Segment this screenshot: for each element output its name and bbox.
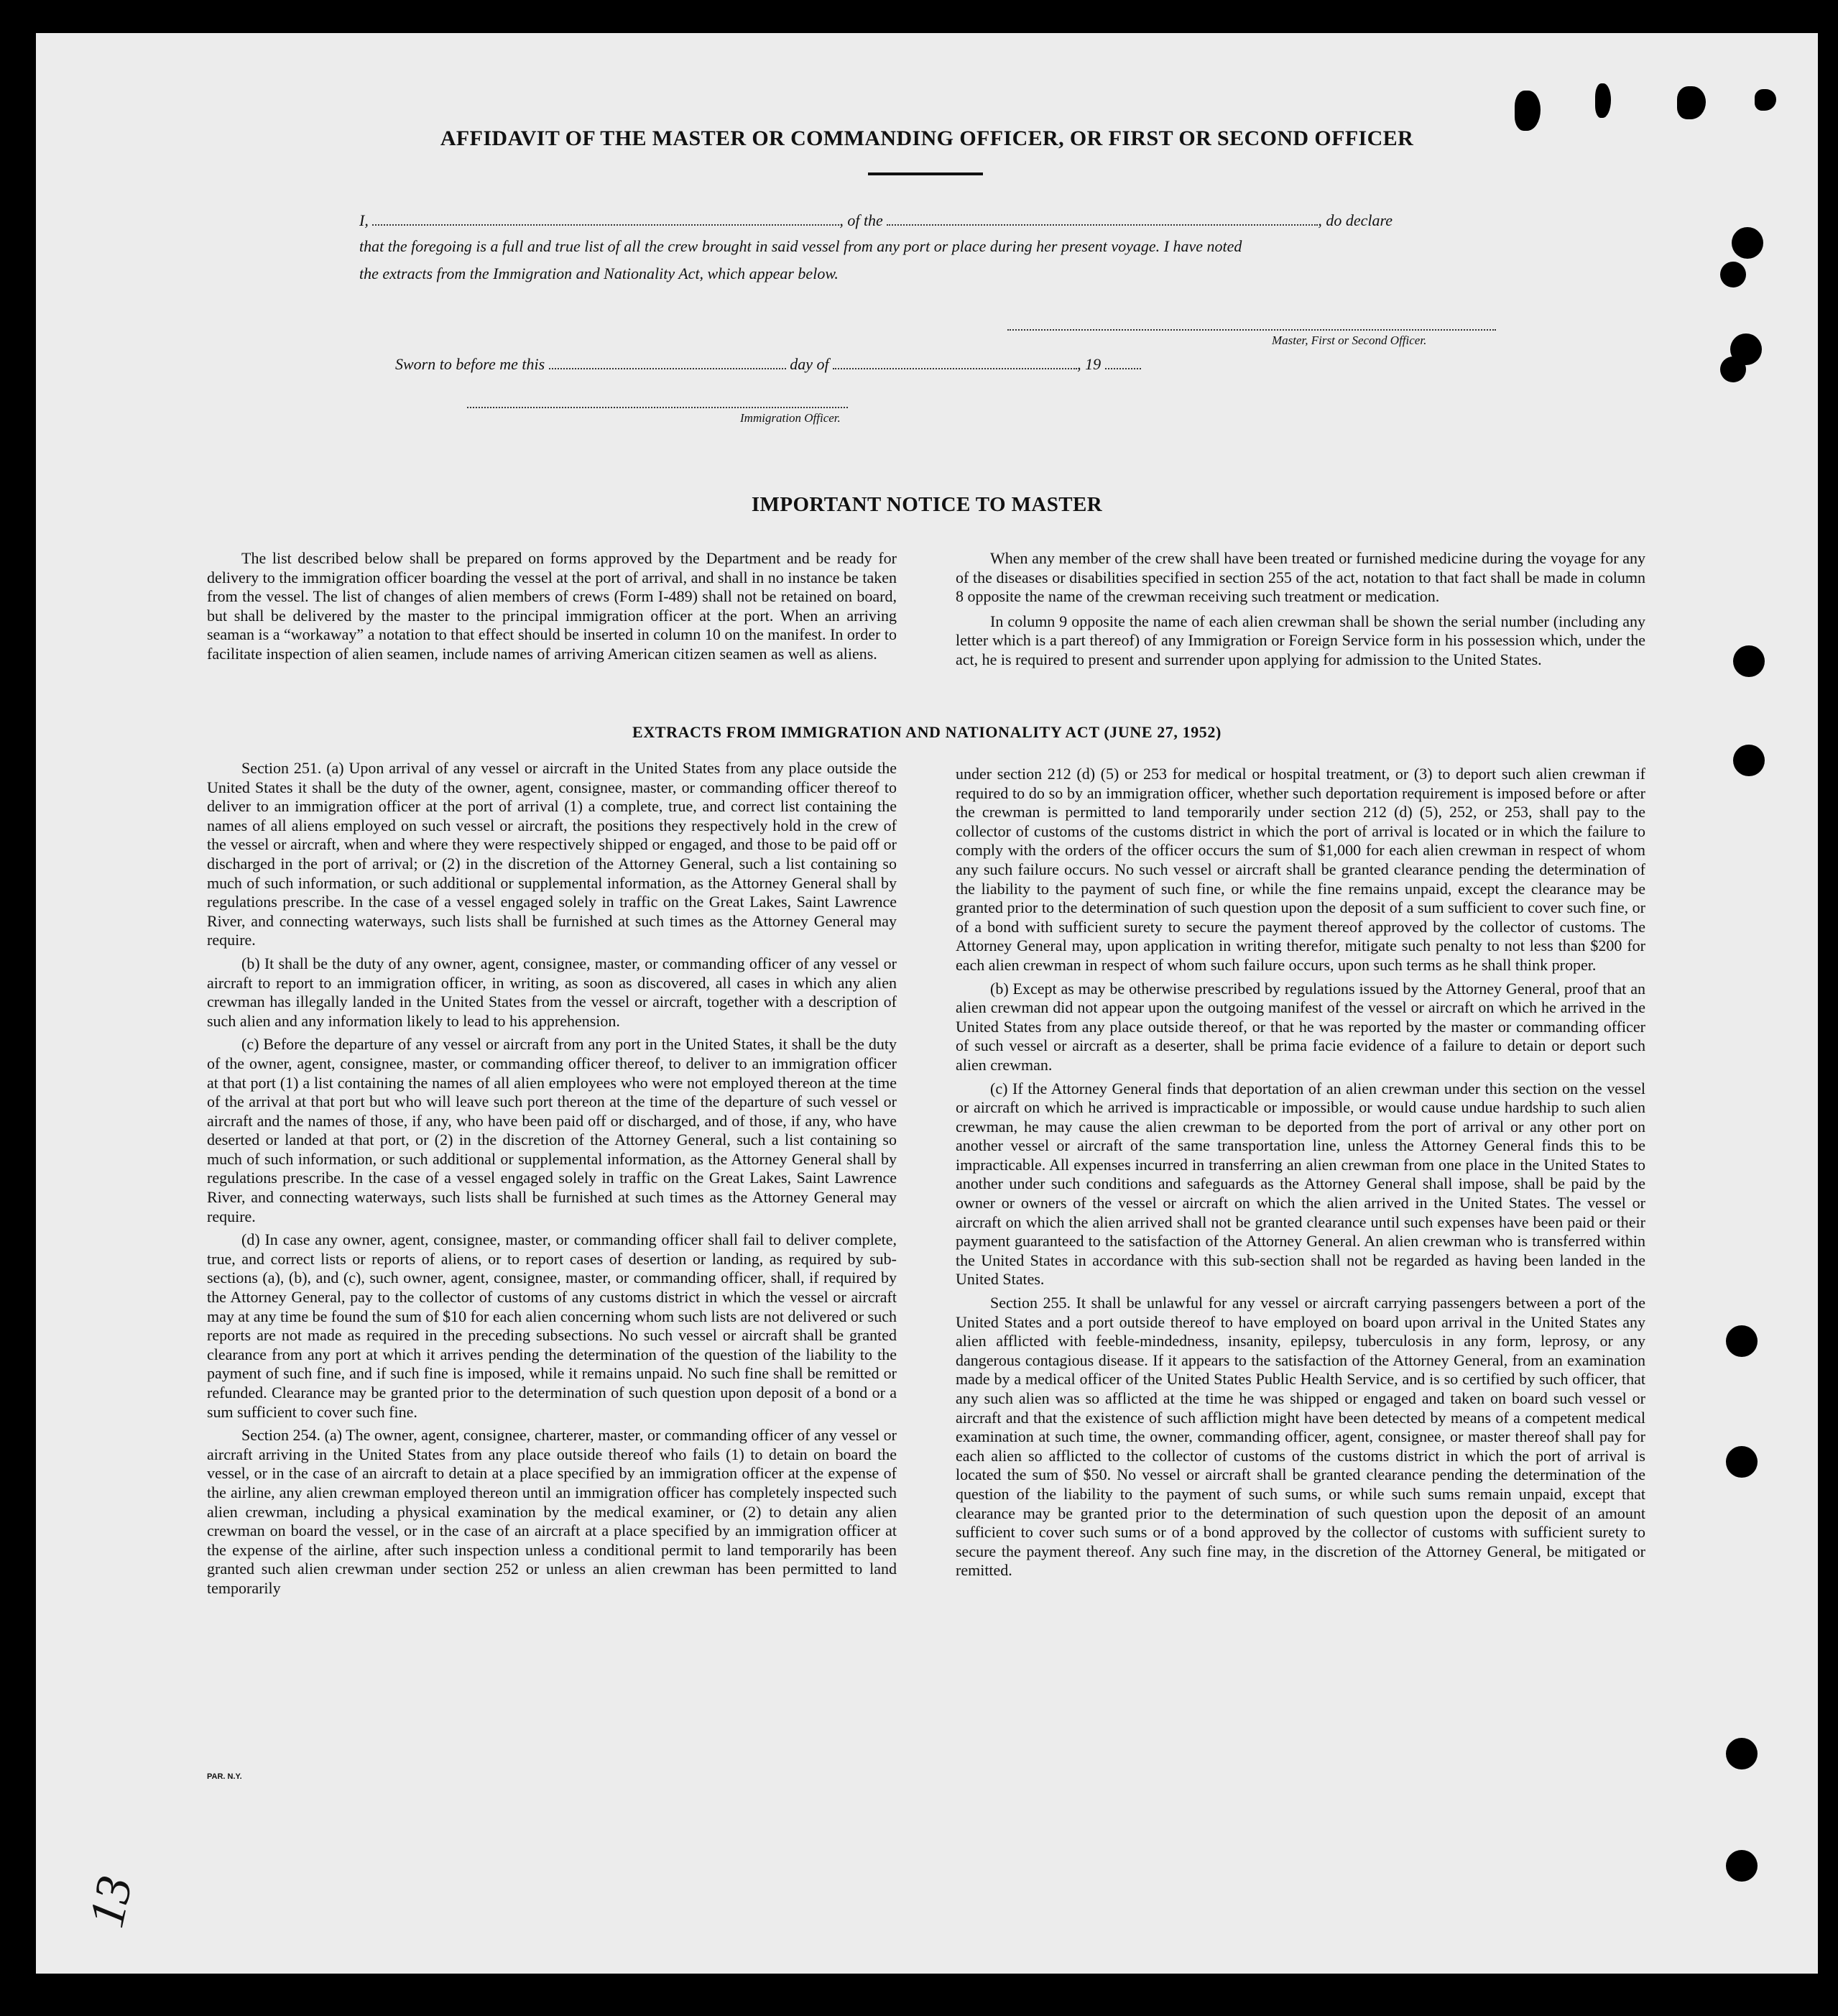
extract-paragraph: Section 251. (a) Upon arrival of any vessel or aircraft in the United States from any place outside the United States it shall be the duty of the owner, agent, consignee, master, or commanding officer thereof to deliver to an immigration officer at the port of arrival (1) a complete, true, and correct list containing the names of all aliens employed on such vessel or aircraft, the positions they respectively hold in the crew of the vessel or aircraft, when and where they were respectively shipped or engaged, and those to be paid off or discharged in the port of arrival; or (2) in the discretion of the Attorney General, such a list containing so much of such information, or such additional or supplemental information, as the Attorney General shall by regulations prescribe. In the case of a vessel engaged solely in traffic on the Great Lakes, Saint Lawrence River, and connecting waterways, such lists shall be furnished at such times as the Attorney General may require. (207, 759, 897, 949)
handwritten-page-number: 13 (78, 1871, 144, 1933)
extract-paragraph: Section 255. It shall be unlawful for any vessel or aircraft carrying passengers between a port of the United States and a port outside thereof to have employed on board upon arrival in the United States any alien afflicted with feeble-mindedness, insanity, epilepsy, tuberculosis in any form, leprosy, or any dangerous contagious disease. If it appears to the satisfaction of the Attorney General, from an examination made by a medical officer of the United States Public Health Service, and is so certified by such officer, that any such alien was so afflicted at the time he was shipped or engaged and taken on board such vessel or aircraft and that the existence of such affliction might have been detected by means of a competent medical examination at such time, the owner, commanding officer, agent, consignee, or master thereof shall pay for each alien so afflicted to the collector of customs of the customs district in which the port of arrival is located the sum of $50. No vessel or aircraft shall be granted clearance pending the determination of the question of the liability to the payment of such sums, or while such sums remain unpaid, except that clearance may be granted prior to the determination of such question upon the deposit of an amount sufficient to cover such sums or of a bond approved by the collector of customs with sufficient surety to secure the payment thereof. Any such fine may, in the discretion of the Attorney General, be mitigated or remitted. (956, 1294, 1645, 1580)
extract-paragraph: (d) In case any owner, agent, consignee, master, or commanding officer shall fail to deliver complete, true, and correct lists or reports of aliens, or to report cases of desertion or landing, as required by sub-sections (a), (b), and (c), such owner, agent, consignee, master, or commanding officer, shall, if required by the Attorney General, pay to the collector of customs of any customs district in which the vessel or aircraft may at any time be found the sum of $10 for each alien concerning whom such lists are not delivered or such reports are not made as required in the preceding subsections. No such vessel or aircraft shall be granted clearance from any port at which it arrives pending the determination of the question of the liability to the payment of such fine, and if such fine is imposed, while it remains unpaid. No such fine shall be remitted or refunded. Clearance may be granted prior to the determination of such question upon deposit of a bond or a sum sufficient to cover such fine. (207, 1230, 897, 1421)
title-underline (868, 172, 983, 175)
sworn-month-field[interactable] (833, 354, 1077, 369)
affidavit-title: AFFIDAVIT OF THE MASTER OR COMMANDING OFFICER, OR FIRST OR SECOND OFFICER (440, 126, 1414, 150)
ink-blot (1755, 89, 1776, 111)
extract-paragraph: (b) It shall be the duty of any owner, agent, consignee, master, or commanding officer of any vessel or aircraft to report to an immigration officer, in writing, as soon as discovered, all cases in which any alien crewman has illegally landed in the United States from the vessel or aircraft, together with a description of such alien and any information likely to lead to his apprehension. (207, 954, 897, 1030)
binder-hole (1720, 356, 1746, 382)
binder-hole (1720, 262, 1746, 287)
notice-paragraph: In column 9 opposite the name of each alien crewman shall be shown the serial number (including any letter which is a part thereof) of any Immigration or Foreign Service form in his possession which, under the act, he is required to present and surrender upon applying for admission to the United States. (956, 612, 1645, 668)
ink-blot (1595, 83, 1611, 118)
printer-mark: PAR. N.Y. (207, 1772, 242, 1781)
declaration-line-1: I, , of the , do declare (359, 211, 1393, 229)
sworn-line: Sworn to before me this day of , 19 (395, 354, 1566, 374)
binder-hole (1726, 1738, 1758, 1769)
extract-paragraph: (b) Except as may be otherwise prescribed by regulations issued by the Attorney General, proof that an alien crewman did not appear upon the outgoing manifest of the vessel or aircraft on which he arrived in the United States from any place outside thereof, or that he was reported by the master or commanding officer of such vessel or aircraft as a deserter, shall be prima facie evidence of a failure to detain or deport such alien crewman. (956, 979, 1645, 1074)
master-signature-line[interactable] (1007, 329, 1496, 331)
extracts-right-column (956, 765, 1645, 1585)
notice-paragraph: The list described below shall be prepared on forms approved by the Department and be ready for delivery to the immigration officer boarding the vessel at the port of arrival, and shall in no instance be taken from the vessel. The list of changes of alien members of crews (Form I-489) shall not be retained on board, but shall be delivered by the master to the principal immigration officer at the port. When an arriving seaman is a “workaway” a notation to that effect should be inserted in column 10 on the manifest. In order to facilitate inspection of alien seamen, include names of arriving American citizen seamen as well as aliens. (207, 549, 897, 663)
sworn-year-field[interactable] (1105, 354, 1141, 369)
ink-blot (1515, 91, 1541, 131)
binder-hole (1726, 1850, 1758, 1882)
binder-hole (1733, 645, 1765, 677)
extract-paragraph: (c) If the Attorney General finds that deportation of an alien crewman under this section on the vessel or aircraft on which he arrived is impracticable or impossible, or would cause undue hardship to such alien crewman, he may cause the alien crewman to be deported from the port of arrival or any other port on another vessel or aircraft of the same transportation line, unless the Attorney General finds this to be impracticable. All expenses incurred in transferring an alien crewman from one place in the United States to another under such conditions and safeguards as the Attorney General shall impose, shall be paid by the owner or owners of the vessel or aircraft on which the alien arrived in the United States. The vessel or aircraft on which the alien arrived shall not be granted clearance until such expenses have been paid or their payment guaranteed to the satisfaction of the Attorney General. An alien crewman who is transferred within the United States in accordance with this sub-section shall not be regarded as having been landed in the United States. (956, 1079, 1645, 1289)
ink-blot (1677, 86, 1706, 119)
binder-hole (1726, 1325, 1758, 1357)
name-field[interactable] (372, 210, 839, 226)
notice-paragraph: When any member of the crew shall have been treated or furnished medicine during the voyage for any of the diseases or disabilities specified in section 255 of the act, notation to that fact shall be made in column 8 opposite the name of the crewman receiving such treatment or medication. (956, 549, 1645, 606)
vessel-field[interactable] (887, 210, 1318, 226)
extract-paragraph: (c) Before the departure of any vessel or aircraft from any port in the United States, it shall be the duty of the owner, agent, consignee, master, or commanding officer thereof, to deliver to an immigration officer at that port (1) a list containing the names of all alien employees who were not employed thereon at the time of the arrival at that port but who will leave such port thereon at the time of the departure of such vessel or aircraft and the names of those, if any, who have been paid off or discharged, and of those, if any, who have deserted or landed at that port, or (2) in the discretion of the Attorney General, such a list containing so much of such information, or such additional or supplemental information, as the Attorney General shall by regulations prescribe. In the case of a vessel engaged solely in traffic on the Great Lakes, Saint Lawrence River, and connecting waterways, such lists shall be furnished at such times as the Attorney General may require. (207, 1035, 897, 1225)
notice-left-column (207, 549, 897, 668)
extracts-title: EXTRACTS FROM IMMIGRATION AND NATIONALITY ACT (JUNE 27, 1952) (632, 723, 1222, 741)
notice-title: IMPORTANT NOTICE TO MASTER (751, 493, 1103, 516)
declaration-line-3: the extracts from the Immigration and Nationality Act, which appear below. (359, 264, 839, 282)
extract-paragraph: under section 212 (d) (5) or 253 for medical or hospital treatment, or (3) to deport such alien crewman if required to do so by an immigration officer, whether such deportation requirement is imposed before or after the crewman is permitted to land temporarily under section 212 (d) (5), 252, or 253, shall pay to the collector of customs of the customs district in which the port of arrival is located or in which the failure to comply with the orders of the officer occurs the sum of $1,000 for each alien crewman in respect of whom any such failure occurs. No such vessel or aircraft shall be granted clearance pending the determination of the liability to the payment of such fine, or while the fine remains unpaid, except the clearance may be granted prior to the determination of such question upon the deposit of a sum sufficient to cover such fine, or of a bond with sufficient surety to secure the payment thereof approved by the collector of customs. The Attorney General may, upon application in writing therefor, mitigate such penalty to not less than $200 for each alien crewman in respect of whom such failure occurs, upon such terms as he shall think proper. (956, 765, 1645, 974)
binder-hole (1726, 1446, 1758, 1478)
binder-hole (1732, 227, 1763, 259)
officer-caption: Immigration Officer. (740, 411, 841, 425)
sworn-day-field[interactable] (549, 354, 786, 369)
officer-signature-line[interactable] (467, 407, 848, 408)
binder-hole (1733, 745, 1765, 776)
declaration-line-2: that the foregoing is a full and true list of all the crew brought in said vessel from any port or place during her present voyage. I have noted (359, 237, 1242, 255)
document-page (36, 33, 1818, 1974)
extract-paragraph: Section 254. (a) The owner, agent, consignee, charterer, master, or commanding officer of any vessel or aircraft arriving in the United States from any place outside thereof who fails (1) to detain on board the vessel, or in the case of an aircraft to detain at a place specified by an immigration officer at the expense of the airline, any alien crewman employed thereon until an immigration officer has completely inspected such alien crewman, including a physical examination by the medical examiner, or (2) to detain any alien crewman on board the vessel, or in the case of an aircraft at a place specified by an immigration officer at the expense of the airline, after such inspection unless a conditional permit to land temporarily has been granted such alien crewman under section 252 or unless an alien crewman has been permitted to land temporarily (207, 1426, 897, 1597)
notice-right-column (956, 549, 1645, 674)
extracts-left-column (207, 759, 897, 1603)
master-caption: Master, First or Second Officer. (1272, 333, 1427, 347)
